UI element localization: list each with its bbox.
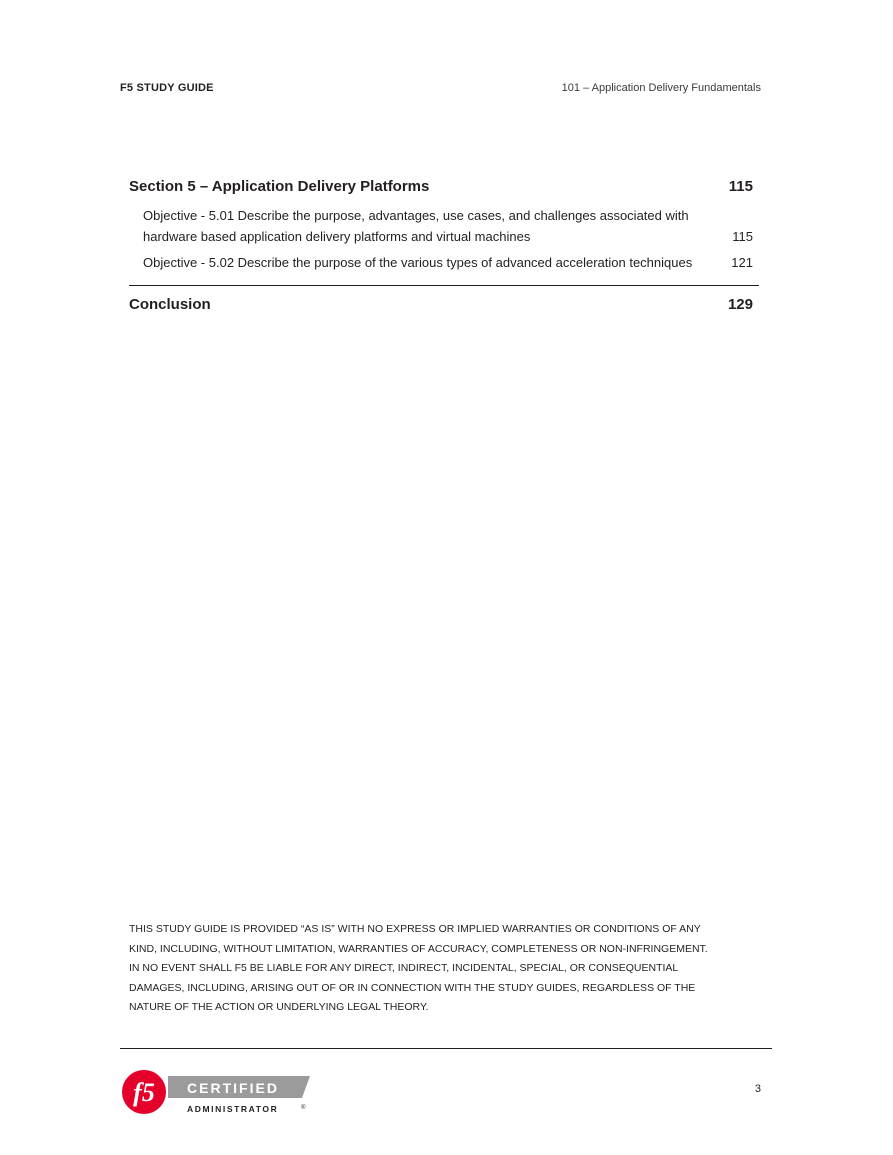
toc-conclusion-page: 129 bbox=[727, 296, 753, 313]
toc-entry-page: 115 bbox=[732, 229, 753, 244]
f5-certified-administrator-logo bbox=[121, 1068, 321, 1118]
legal-disclaimer bbox=[129, 920, 769, 1018]
administrator-label: ADMINISTRATOR bbox=[187, 1104, 279, 1114]
registered-mark: ® bbox=[301, 1105, 306, 1111]
header-guide-title: F5 STUDY GUIDE bbox=[120, 82, 214, 94]
certified-label: CERTIFIED bbox=[187, 1080, 279, 1096]
disclaimer-line: THIS STUDY GUIDE IS PROVIDED “AS IS” WITH NO EXPRESS OR IMPLIED WARRANTIES OR CONDITIONS OF ANY bbox=[129, 923, 701, 935]
table-of-contents bbox=[129, 178, 759, 313]
toc-entry-5-02[interactable] bbox=[129, 252, 759, 273]
toc-entry-5-01[interactable] bbox=[129, 205, 759, 247]
disclaimer-line: DAMAGES, INCLUDING, ARISING OUT OF OR IN CONNECTION WITH THE STUDY GUIDES, REGARDLESS OF THE bbox=[129, 981, 696, 994]
toc-conclusion[interactable] bbox=[129, 296, 759, 313]
toc-section-page: 115 bbox=[728, 178, 753, 195]
disclaimer-line: NATURE OF THE ACTION OR UNDERLYING LEGAL THEORY. bbox=[129, 1001, 429, 1013]
toc-entry-text: Objective - 5.01 Describe the purpose, advantages, use cases, and challenges associated with hardware based application delivery platforms and virtual machines bbox=[143, 208, 689, 244]
page-number: 3 bbox=[754, 1083, 761, 1095]
toc-conclusion-title: Conclusion bbox=[129, 296, 211, 313]
footer-divider bbox=[120, 1048, 772, 1049]
disclaimer-line: KIND, INCLUDING, WITHOUT LIMITATION, WARRANTIES OF ACCURACY, COMPLETENESS OR NON-INFRINGEMENT. bbox=[129, 942, 708, 955]
header-course-title: 101 – Application Delivery Fundamentals bbox=[561, 82, 761, 94]
disclaimer-line: IN NO EVENT SHALL F5 BE LIABLE FOR ANY DIRECT, INDIRECT, INCIDENTAL, SPECIAL, OR CONSEQUENTIAL bbox=[129, 962, 679, 974]
toc-entry-page: 121 bbox=[731, 255, 753, 270]
toc-entry-text: Objective - 5.02 Describe the purpose of the various types of advanced acceleration techniques bbox=[143, 255, 693, 270]
toc-section-title: Section 5 – Application Delivery Platforms bbox=[129, 178, 430, 195]
f5-logo-mark: f5 bbox=[133, 1078, 155, 1107]
toc-section-5[interactable] bbox=[129, 178, 759, 200]
toc-divider bbox=[129, 285, 759, 286]
